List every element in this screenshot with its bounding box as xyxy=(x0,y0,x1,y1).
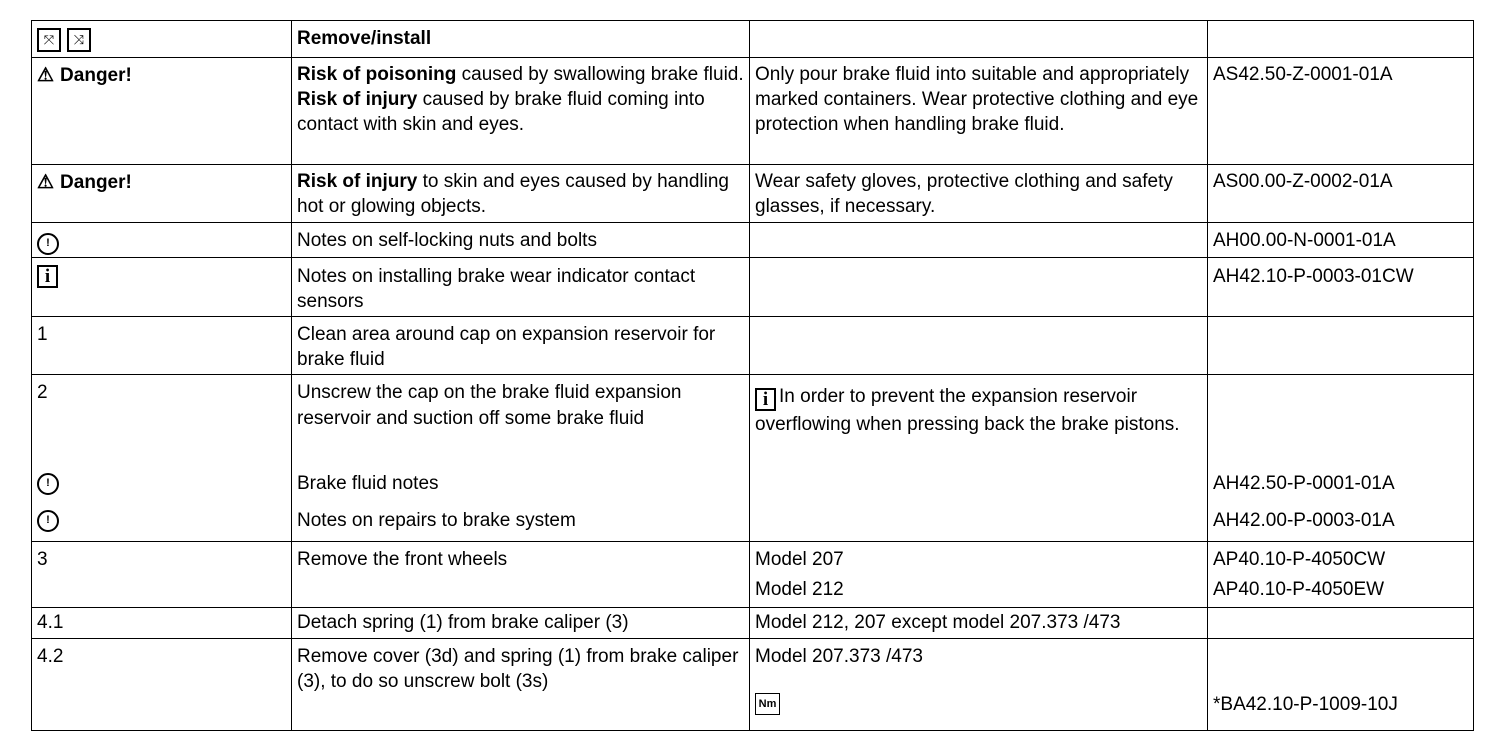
step-number: 1 xyxy=(32,317,292,375)
note-arrow-icon: ! xyxy=(37,233,59,255)
reference-link[interactable]: *BA42.10-P-1009-10J xyxy=(1213,693,1398,715)
note-arrow-icon: ! xyxy=(37,510,59,532)
step-number: 4.2 xyxy=(32,639,292,731)
danger-label: Danger! xyxy=(60,172,132,193)
table-row xyxy=(32,375,1474,542)
precaution-text: Only pour brake fluid into suitable and appropriately marked containers. Wear protective clothing and eye protection when handling brake fluid. xyxy=(750,58,1208,165)
install-symbol-icon: ⤨ xyxy=(67,28,91,52)
step-text: Clean area around cap on expansion reservoir for brake fluid xyxy=(292,317,750,375)
note-arrow-icon: ! xyxy=(37,473,59,495)
torque-nm-icon: Nm xyxy=(755,693,780,715)
model-label: Model 207 xyxy=(755,549,844,570)
sub-step-text: Notes on repairs to brake system xyxy=(297,510,576,531)
info-icon: i xyxy=(37,265,58,288)
reference-link[interactable]: AP40.10-P-4050EW xyxy=(1213,579,1385,600)
reference-link[interactable]: AP40.10-P-4050CW xyxy=(1213,549,1386,570)
warning-triangle-icon: ⚠ xyxy=(37,172,55,193)
step-text: Notes on self-locking nuts and bolts xyxy=(292,223,750,258)
remove-symbol-icon: ⤧ xyxy=(37,28,61,52)
table-row xyxy=(32,608,1474,639)
info-icon: i xyxy=(755,388,776,411)
sub-step-text: Brake fluid notes xyxy=(297,473,439,494)
table-row xyxy=(32,258,1474,317)
info-note: i In order to prevent the expansion reservoir overflowing when pressing back the brake pistons. xyxy=(750,375,1208,542)
precaution-text: Wear safety gloves, protective clothing and safety glasses, if necessary. xyxy=(750,165,1208,223)
step-text: Unscrew the cap on the brake fluid expansion reservoir and suction off some brake fluid xyxy=(297,382,682,429)
reference-link[interactable]: AH42.00-P-0003-01A xyxy=(1213,510,1395,531)
step-text: Remove the front wheels xyxy=(292,542,750,608)
step-number: 2 xyxy=(37,382,48,403)
procedure-table xyxy=(31,20,1474,731)
step-number: 3 xyxy=(32,542,292,608)
section-title: Remove/install xyxy=(292,21,750,58)
hazard-text: Risk of poisoning caused by swallowing brake fluid. Risk of injury caused by brake fluid coming into contact with skin and eyes. xyxy=(292,58,750,165)
step-text: Remove cover (3d) and spring (1) from brake caliper (3), to do so unscrew bolt (3s) xyxy=(292,639,750,731)
warning-triangle-icon: ⚠ xyxy=(37,65,55,86)
table-row xyxy=(32,317,1474,375)
step-text: Detach spring (1) from brake caliper (3) xyxy=(292,608,750,639)
reference-link[interactable]: AH42.50-P-0001-01A xyxy=(1213,473,1395,494)
reference-link[interactable]: AS42.50-Z-0001-01A xyxy=(1208,58,1474,165)
table-row xyxy=(32,639,1474,731)
table-row xyxy=(32,542,1474,608)
table-row-header xyxy=(32,21,1474,58)
danger-label: Danger! xyxy=(60,65,132,86)
table-row xyxy=(32,165,1474,223)
step-text: Notes on installing brake wear indicator contact sensors xyxy=(292,258,750,317)
table-row xyxy=(32,223,1474,258)
model-label: Model 212, 207 except model 207.373 /473 xyxy=(750,608,1208,639)
reference-link[interactable]: AS00.00-Z-0002-01A xyxy=(1208,165,1474,223)
reference-link[interactable]: AH42.10-P-0003-01CW xyxy=(1208,258,1474,317)
hazard-text: Risk of injury to skin and eyes caused by handling hot or glowing objects. xyxy=(292,165,750,223)
model-label: Model 207.373 /473 xyxy=(755,646,923,667)
step-number: 4.1 xyxy=(32,608,292,639)
reference-link[interactable]: AH00.00-N-0001-01A xyxy=(1208,223,1474,258)
model-label: Model 212 xyxy=(755,579,844,600)
table-row xyxy=(32,58,1474,165)
